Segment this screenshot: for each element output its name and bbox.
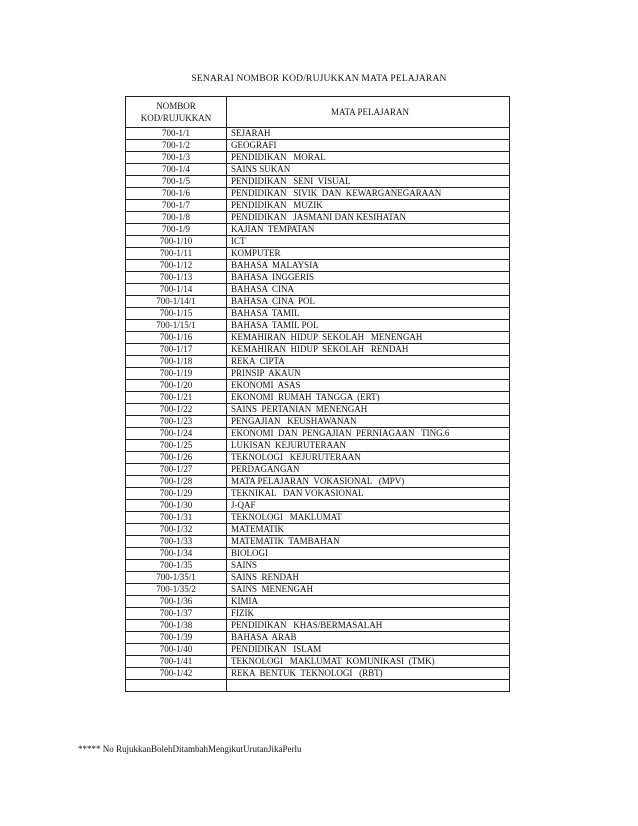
subject-name: PERDAGANGAN xyxy=(227,464,510,476)
subject-code: 700-1/29 xyxy=(126,488,227,500)
subject-name: MATEMATIK TAMBAHAN xyxy=(227,536,510,548)
subject-name: BAHASA TAMIL POL xyxy=(227,320,510,332)
subject-name: MATA PELAJARAN VOKASIONAL (MPV) xyxy=(227,476,510,488)
subject-code: 700-1/20 xyxy=(126,380,227,392)
subject-code: 700-1/36 xyxy=(126,596,227,608)
table-row xyxy=(126,152,510,164)
subject-name: KAJIAN TEMPATAN xyxy=(227,224,510,236)
table-row xyxy=(126,428,510,440)
subject-name: SAINS MENENGAH xyxy=(227,584,510,596)
table-row xyxy=(126,320,510,332)
table-row xyxy=(126,200,510,212)
subject-name: PENGAJIAN KEUSHAWANAN xyxy=(227,416,510,428)
table-row xyxy=(126,272,510,284)
subject-code: 700-1/27 xyxy=(126,464,227,476)
table-row xyxy=(126,644,510,656)
table-row xyxy=(126,500,510,512)
subject-code: 700-1/2 xyxy=(126,140,227,152)
subject-code: 700-1/38 xyxy=(126,620,227,632)
subject-code: 700-1/17 xyxy=(126,344,227,356)
subject-name: PENDIDIKAN MORAL xyxy=(227,152,510,164)
footnote: ***** No RujukkanBolehDitambahMengikutUrutanJikaPerlu xyxy=(78,744,302,754)
table-row xyxy=(126,596,510,608)
subject-code: 700-1/22 xyxy=(126,404,227,416)
table-row xyxy=(126,464,510,476)
subject-name: KIMIA xyxy=(227,596,510,608)
subject-code: 700-1/21 xyxy=(126,392,227,404)
page-title: SENARAI NOMBOR KOD/RUJUKKAN MATA PELAJARAN xyxy=(191,74,447,84)
subject-name: PRINSIP AKAUN xyxy=(227,368,510,380)
subject-name: PENDIDIKAN KHAS/BERMASALAH xyxy=(227,620,510,632)
subject-name: LUKISAN KEJURUTERAAN xyxy=(227,440,510,452)
subject-code: 700-1/8 xyxy=(126,212,227,224)
table-row xyxy=(126,548,510,560)
table-row xyxy=(126,284,510,296)
subject-name: BAHASA CINA xyxy=(227,284,510,296)
subject-name: FIZIK xyxy=(227,608,510,620)
table-row xyxy=(126,356,510,368)
table-row xyxy=(126,512,510,524)
table-row xyxy=(126,656,510,668)
subject-name: PENDIDIKAN MUZIK xyxy=(227,200,510,212)
subject-name: TEKNIKAL DAN VOKASIONAL xyxy=(227,488,510,500)
subject-name: SAINS RENDAH xyxy=(227,572,510,584)
table-row xyxy=(126,572,510,584)
subject-code: 700-1/4 xyxy=(126,164,227,176)
subject-name: GEOGRAFI xyxy=(227,140,510,152)
subject-code: 700-1/35/2 xyxy=(126,584,227,596)
table-row xyxy=(126,188,510,200)
table-header-row xyxy=(126,97,510,128)
subject-name: EKONOMI ASAS xyxy=(227,380,510,392)
subject-code: 700-1/9 xyxy=(126,224,227,236)
subject-name: SAINS SUKAN xyxy=(227,164,510,176)
subject-name: PENDIDIKAN ISLAM xyxy=(227,644,510,656)
subject-name: KEMAHIRAN HIDUP SEKOLAH RENDAH xyxy=(227,344,510,356)
subject-name xyxy=(227,680,510,692)
table-row xyxy=(126,476,510,488)
table-row xyxy=(126,668,510,680)
subject-code: 700-1/33 xyxy=(126,536,227,548)
table-row xyxy=(126,332,510,344)
subject-code xyxy=(126,680,227,692)
subject-code: 700-1/14 xyxy=(126,284,227,296)
subject-code: 700-1/16 xyxy=(126,332,227,344)
subject-name: BAHASA ARAB xyxy=(227,632,510,644)
table-row xyxy=(126,620,510,632)
subject-name: SEJARAH xyxy=(227,128,510,140)
table-row xyxy=(126,536,510,548)
header-subject: MATA PELAJARAN xyxy=(227,97,510,128)
table-row xyxy=(126,488,510,500)
table-row xyxy=(126,452,510,464)
subject-code: 700-1/37 xyxy=(126,608,227,620)
table-row xyxy=(126,380,510,392)
table-row xyxy=(126,608,510,620)
table-row xyxy=(126,296,510,308)
table-row xyxy=(126,524,510,536)
subject-name: ICT xyxy=(227,236,510,248)
subject-code: 700-1/19 xyxy=(126,368,227,380)
subject-code: 700-1/25 xyxy=(126,440,227,452)
subject-name: J-QAF xyxy=(227,500,510,512)
subject-code: 700-1/14/1 xyxy=(126,296,227,308)
subject-name: KOMPUTER xyxy=(227,248,510,260)
subject-name: SAINS PERTANIAN MENENGAH xyxy=(227,404,510,416)
table-row xyxy=(126,248,510,260)
subject-code: 700-1/10 xyxy=(126,236,227,248)
table-row xyxy=(126,308,510,320)
subject-code: 700-1/35/1 xyxy=(126,572,227,584)
table-row xyxy=(126,368,510,380)
table-row xyxy=(126,164,510,176)
subject-code: 700-1/7 xyxy=(126,200,227,212)
table-row xyxy=(126,416,510,428)
subject-code: 700-1/42 xyxy=(126,668,227,680)
subject-code: 700-1/32 xyxy=(126,524,227,536)
subject-code: 700-1/15/1 xyxy=(126,320,227,332)
subject-name: TEKNOLOGI MAKLUMAT xyxy=(227,512,510,524)
subject-name: SAINS xyxy=(227,560,510,572)
subject-name: PENDIDIKAN SENI VISUAL xyxy=(227,176,510,188)
subject-name: EKONOMI RUMAH TANGGA (ERT) xyxy=(227,392,510,404)
table-row xyxy=(126,236,510,248)
subject-name: REKA BENTUK TEKNOLOGI (RBT) xyxy=(227,668,510,680)
subject-code: 700-1/5 xyxy=(126,176,227,188)
subject-code: 700-1/15 xyxy=(126,308,227,320)
subject-code: 700-1/41 xyxy=(126,656,227,668)
subject-name: BAHASA CINA POL xyxy=(227,296,510,308)
subject-name: EKONOMI DAN PENGAJIAN PERNIAGAAN TING.6 xyxy=(227,428,510,440)
table-body xyxy=(126,128,510,692)
table-row xyxy=(126,140,510,152)
table-row xyxy=(126,632,510,644)
table-row xyxy=(126,560,510,572)
table-row xyxy=(126,392,510,404)
table-row xyxy=(126,128,510,140)
table-row xyxy=(126,584,510,596)
subject-code: 700-1/13 xyxy=(126,272,227,284)
table-row xyxy=(126,260,510,272)
table-row xyxy=(126,176,510,188)
subject-name: BAHASA MALAYSIA xyxy=(227,260,510,272)
table-row xyxy=(126,224,510,236)
subject-code: 700-1/34 xyxy=(126,548,227,560)
subject-code: 700-1/3 xyxy=(126,152,227,164)
subject-name: BAHASA TAMIL xyxy=(227,308,510,320)
subject-name: TEKNOLOGI MAKLUMAT KOMUNIKASI (TMK) xyxy=(227,656,510,668)
subject-code: 700-1/23 xyxy=(126,416,227,428)
subject-code: 700-1/12 xyxy=(126,260,227,272)
subject-code: 700-1/31 xyxy=(126,512,227,524)
subject-name: REKA CIPTA xyxy=(227,356,510,368)
subject-code: 700-1/1 xyxy=(126,128,227,140)
subject-code: 700-1/24 xyxy=(126,428,227,440)
header-code: NOMBOR KOD/RUJUKKAN xyxy=(126,97,227,128)
table-row xyxy=(126,344,510,356)
table-row xyxy=(126,680,510,692)
subject-code: 700-1/18 xyxy=(126,356,227,368)
subject-code: 700-1/28 xyxy=(126,476,227,488)
subject-name: BAHASA INGGERIS xyxy=(227,272,510,284)
subject-code: 700-1/11 xyxy=(126,248,227,260)
subject-name: PENDIDIKAN JASMANI DAN KESIHATAN xyxy=(227,212,510,224)
subject-code: 700-1/40 xyxy=(126,644,227,656)
subject-name: PENDIDIKAN SIVIK DAN KEWARGANEGARAAN xyxy=(227,188,510,200)
subject-name: BIOLOGI xyxy=(227,548,510,560)
subject-code: 700-1/26 xyxy=(126,452,227,464)
table-row xyxy=(126,404,510,416)
subject-code: 700-1/39 xyxy=(126,632,227,644)
subject-name: TEKNOLOGI KEJURUTERAAN xyxy=(227,452,510,464)
subject-code: 700-1/35 xyxy=(126,560,227,572)
subject-code: 700-1/30 xyxy=(126,500,227,512)
subject-name: MATEMATIK xyxy=(227,524,510,536)
table-row xyxy=(126,440,510,452)
subject-code: 700-1/6 xyxy=(126,188,227,200)
subject-name: KEMAHIRAN HIDUP SEKOLAH MENENGAH xyxy=(227,332,510,344)
subject-code-table xyxy=(125,96,510,692)
table-row xyxy=(126,212,510,224)
